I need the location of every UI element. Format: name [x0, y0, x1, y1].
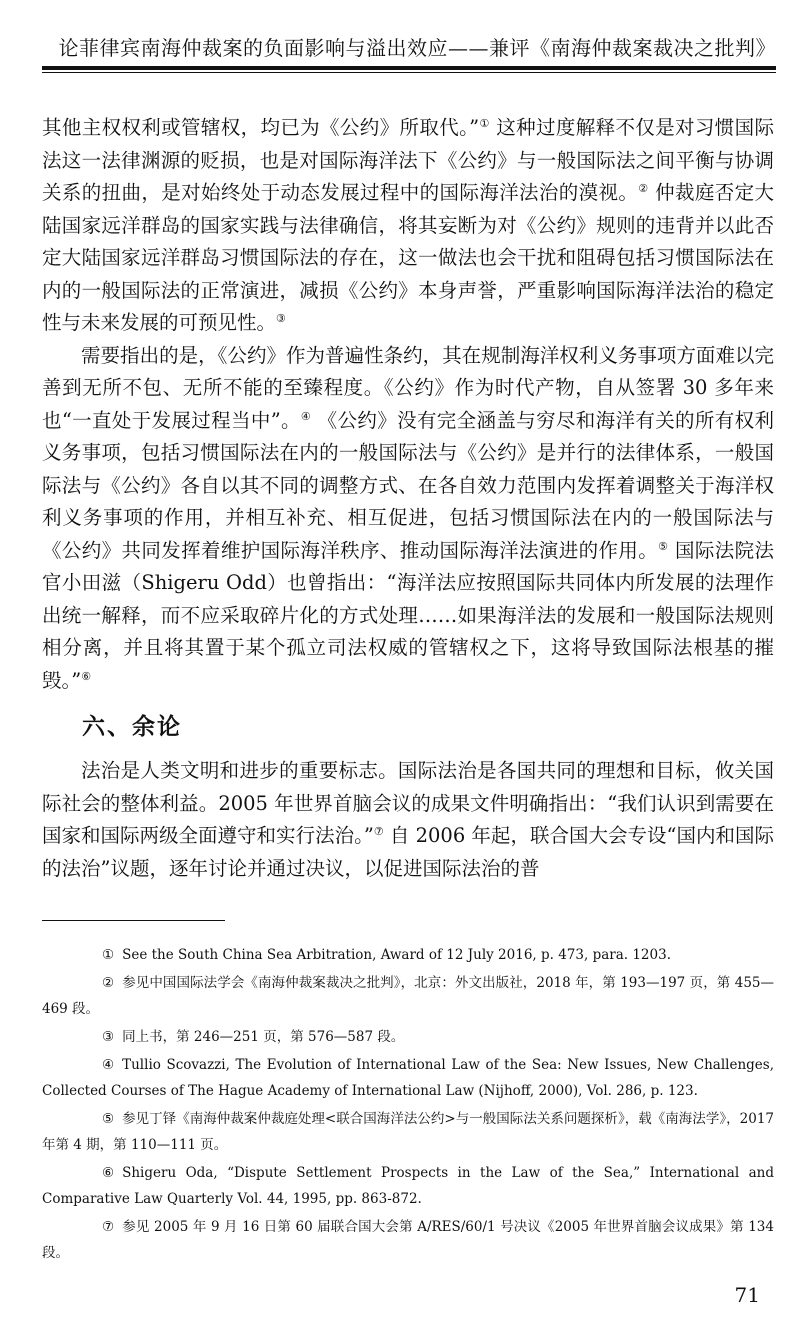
paragraph-text: 这种过度解释不仅是对习惯国际法这一法律渊源的贬损，也是对国际海洋法下《公约》与一般国际法之间平衡与协调关系的扭曲，是对始终处于动态发展过程中的国际海洋法治的漠视。: [42, 116, 774, 204]
footnote-reference[interactable]: ⑤: [658, 539, 669, 553]
footnote-reference[interactable]: ③: [276, 312, 286, 325]
footnote-mark: ⑤: [102, 1111, 115, 1127]
paragraph-text: 仲裁庭否定大陆国家远洋群岛的国家实践与法律确信，将其妄断为对《公约》规则的违背并以此否定大陆国家远洋群岛习惯国际法的存在，这一做法也会干扰和阻碍包括习惯国际法在内的一般国际法的正常演进，减损《公约》本身声誉，严重影响国际海洋法治的稳定性与未来发展的可预见性。: [42, 181, 774, 334]
paragraph-text: 需要指出的是，《公约》作为普遍性条约，其在规制海洋权利义务事项方面难以完善到无所不包、无所不能的至臻程度。《公约》作为时代产物，自从签署 30 多年来也“一直处于发展过程当中”。: [42, 343, 774, 432]
header-rule-thick: [42, 66, 776, 70]
body-text: [42, 112, 774, 885]
footnote-item: [42, 1052, 774, 1104]
footnote-item: [42, 970, 774, 1022]
footnote-text: 参见丁铎《南海仲裁案仲裁庭处理<联合国海洋法公约>与一般国际法关系问题探析》，载《南海法学》，2017 年第 4 期，第 110—111 页。: [42, 1111, 774, 1153]
footnote-reference[interactable]: ⑥: [81, 669, 92, 683]
section-heading: 六、余论: [82, 714, 182, 740]
footnote-mark: ④: [102, 1057, 115, 1073]
footnote-item: [42, 1024, 774, 1050]
page-number: 71: [734, 1283, 760, 1307]
footnote-text: Shigeru Oda, “Dispute Settlement Prospects in the Law of the Sea,” International and Comparative Law Quarterly Vol. 44, 1995, pp. 863-872.: [42, 1165, 774, 1207]
paragraph-rule-of-law: [42, 755, 774, 885]
footnote-reference[interactable]: ④: [300, 409, 312, 423]
running-header: [42, 36, 776, 73]
footnote-mark: ②: [102, 975, 115, 991]
header-rule-thin: [42, 72, 776, 73]
footnote-mark: ③: [102, 1029, 115, 1045]
paragraph-continued: [42, 112, 774, 340]
footnote-item: [42, 1106, 774, 1158]
footnote-mark: ⑥: [102, 1165, 115, 1181]
paragraph-text: 其他主权权利或管辖权，均已为《公约》所取代。”: [42, 116, 480, 139]
footnote-reference[interactable]: ②: [638, 182, 649, 195]
footnote-separator: [42, 920, 225, 921]
footnotes: [42, 942, 774, 1268]
footnote-text: 同上书，第 246—251 页，第 576—587 段。: [122, 1029, 405, 1045]
footnote-item: [42, 1214, 774, 1266]
footnote-mark: ⑦: [102, 1219, 115, 1235]
footnote-reference[interactable]: ⑦: [373, 825, 384, 838]
footnote-mark: ①: [102, 947, 115, 963]
footnote-text: 参见中国国际法学会《南海仲裁案裁决之批判》，北京：外文出版社，2018 年，第 193—197 页，第 455—469 段。: [42, 975, 774, 1017]
paragraph-text: 《公约》没有完全涵盖与穷尽和海洋有关的所有权利义务事项，包括习惯国际法在内的一般国际法与《公约》是并行的法律体系，一般国际法与《公约》各自以其不同的调整方式、在各自效力范围内发挥着调整关于海洋权利义务事项的作用，并相互补充、相互促进，包括习惯国际法在内的一般国际法与《公约》共同发挥着维护国际海洋秩序、推动国际海洋法演进的作用。: [42, 408, 774, 562]
footnote-text: Tullio Scovazzi, The Evolution of International Law of the Sea: New Issues, New Challenges, Collected Courses of The Hague Academy of International Law (Nijhoff, 2000), Vol. 286, p. 123.: [42, 1057, 774, 1099]
footnote-item: [42, 942, 774, 968]
footnote-reference[interactable]: ①: [479, 117, 490, 130]
footnote-text: 参见 2005 年 9 月 16 日第 60 届联合国大会第 A/RES/60/1 号决议《2005 年世界首脑会议成果》第 134 段。: [42, 1219, 774, 1261]
paragraph-convention-scope: [42, 340, 774, 698]
paragraph-text: 法治是人类文明和进步的重要标志。国际法治是各国共同的理想和目标，攸关国际社会的整体利益。2005 年世界首脑会议的成果文件明确指出：“我们认识到需要在国家和国际两级全面遵守和实行法治。”: [42, 759, 774, 847]
paragraph-text: 自 2006 年起，联合国大会专设“国内和国际的法治”议题，逐年讨论并通过决议，以促进国际法治的普: [42, 824, 774, 880]
footnote-text: See the South China Sea Arbitration, Award of 12 July 2016, p. 473, para. 1203.: [122, 947, 671, 963]
footnote-item: [42, 1160, 774, 1212]
paragraph-text: 国际法院法官小田滋（Shigeru Odd）也曾指出：“海洋法应按照国际共同体内所发展的法理作出统一解释，而不应采取碎片化的方式处理……如果海洋法的发展和一般国际法规则相分离，并且将其置于某个孤立司法权威的管辖权之下，这将导致国际法根基的摧毁。”: [42, 538, 774, 692]
running-header-title: 论菲律宾南海仲裁案的负面影响与溢出效应——兼评《南海仲裁案裁决之批判》: [58, 36, 776, 60]
